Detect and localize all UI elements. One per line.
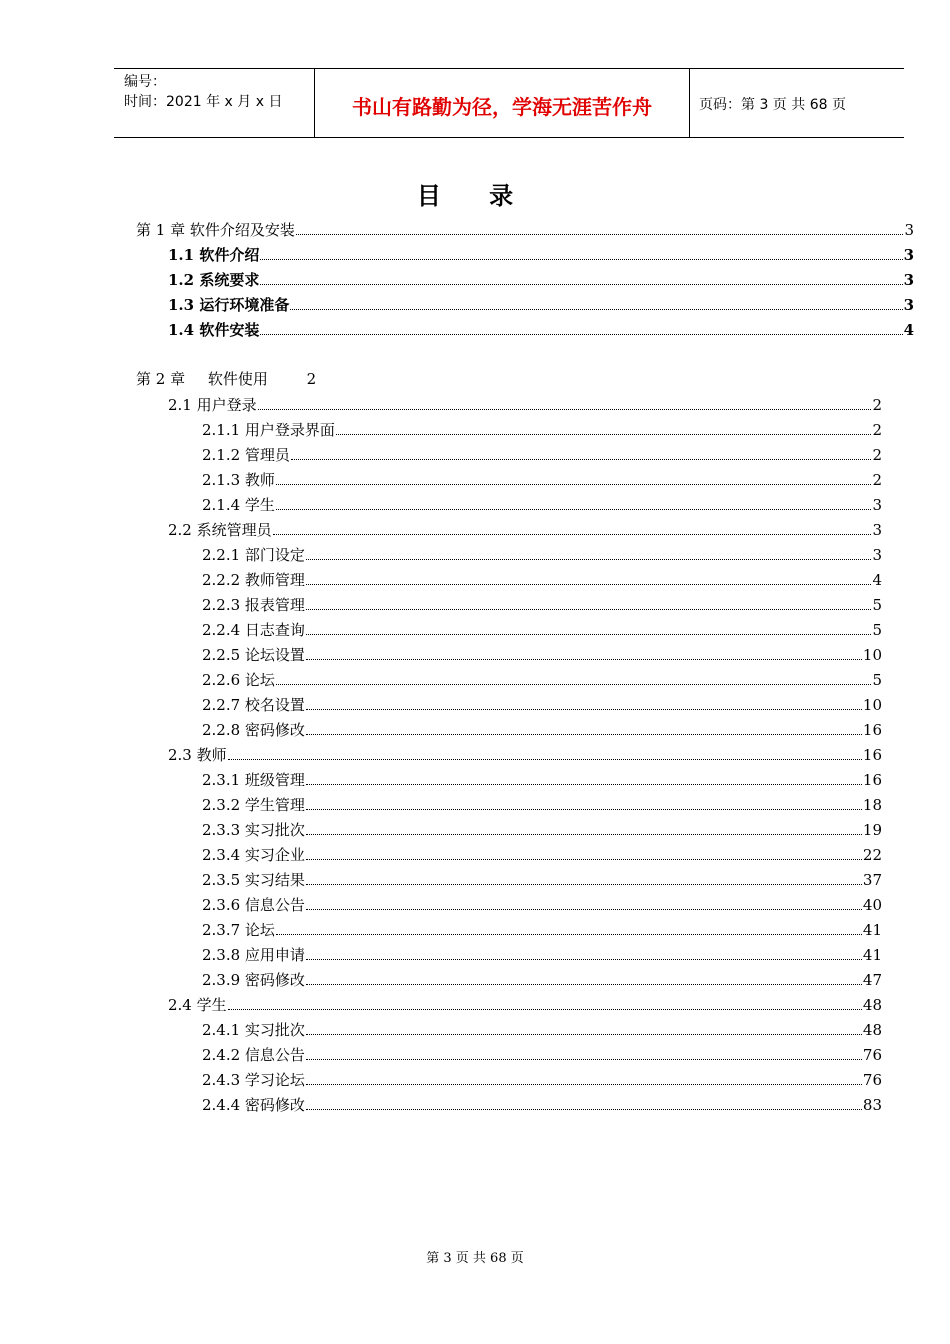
toc-leader xyxy=(306,1058,862,1060)
toc-leader xyxy=(306,833,862,835)
header-page-cell xyxy=(689,69,904,137)
toc-label: 2.4 学生 xyxy=(168,996,227,1014)
toc-label: 2.2.2 教师管理 xyxy=(202,571,305,589)
toc-leader xyxy=(276,933,862,935)
toc-leader xyxy=(306,908,862,910)
header-page-code: 页码：第 3 页 共 68 页 xyxy=(699,97,846,113)
toc-label: 1.1 软件介绍 xyxy=(168,246,260,264)
toc-page-number: 2 xyxy=(872,396,882,414)
toc-label: 2.2.3 报表管理 xyxy=(202,596,305,614)
toc-entry[interactable] xyxy=(202,595,882,615)
toc-leader xyxy=(306,958,862,960)
toc-entry[interactable] xyxy=(202,470,882,490)
toc-leader xyxy=(291,458,872,460)
toc-page-number: 19 xyxy=(862,821,882,839)
toc-entry[interactable] xyxy=(168,520,882,540)
serial-label: 编号： xyxy=(124,74,166,90)
chapter-title: 软件使用 xyxy=(207,370,268,388)
page-footer: 第 3 页 共 68 页 xyxy=(426,1251,524,1266)
toc-leader xyxy=(228,1008,862,1010)
toc-entry[interactable] xyxy=(168,320,914,340)
toc-page-number: 48 xyxy=(862,996,882,1014)
toc-label: 2.4.2 信息公告 xyxy=(202,1046,305,1064)
toc-leader xyxy=(228,758,862,760)
toc-page-number: 3 xyxy=(872,521,882,539)
toc-leader xyxy=(276,683,872,685)
toc-page-number: 4 xyxy=(903,321,914,339)
toc-label: 2.4.3 学习论坛 xyxy=(202,1071,305,1089)
toc-page-number: 76 xyxy=(862,1046,882,1064)
toc-label: 2.1 用户登录 xyxy=(168,396,257,414)
toc-label: 2.2.8 密码修改 xyxy=(202,721,305,739)
toc-leader xyxy=(336,433,872,435)
toc-page-number: 3 xyxy=(903,296,914,314)
toc-entry[interactable] xyxy=(202,795,882,815)
toc-page-number: 16 xyxy=(862,746,882,764)
toc-entry[interactable] xyxy=(202,670,882,690)
toc-label: 2.3.3 实习批次 xyxy=(202,821,305,839)
toc-page-number: 5 xyxy=(872,596,882,614)
toc-leader xyxy=(260,283,902,285)
toc-entry[interactable] xyxy=(202,445,882,465)
toc-label: 2.3 教师 xyxy=(168,746,227,764)
toc-page-number: 3 xyxy=(872,546,882,564)
time-label: 时间：2021 年 x 月 x 日 xyxy=(124,94,283,110)
toc-page-number: 10 xyxy=(862,646,882,664)
toc-label: 2.3.6 信息公告 xyxy=(202,896,305,914)
toc-entry[interactable] xyxy=(168,995,882,1015)
toc-page-number: 2 xyxy=(872,471,882,489)
toc-label: 2.2.6 论坛 xyxy=(202,671,275,689)
toc-leader xyxy=(258,408,872,410)
toc-label: 2.4.4 密码修改 xyxy=(202,1096,305,1114)
toc-label: 2.3.9 密码修改 xyxy=(202,971,305,989)
toc-entry[interactable] xyxy=(168,295,914,315)
toc-leader xyxy=(276,508,872,510)
toc-page-number: 18 xyxy=(862,796,882,814)
toc-entry[interactable] xyxy=(168,245,914,265)
toc-leader xyxy=(306,783,862,785)
toc-leader xyxy=(296,233,904,235)
toc-entry[interactable] xyxy=(202,495,882,515)
toc-entry[interactable] xyxy=(202,420,882,440)
toc-label: 2.3.1 班级管理 xyxy=(202,771,305,789)
toc-label: 2.3.4 实习企业 xyxy=(202,846,305,864)
toc-leader xyxy=(290,308,902,310)
toc-chapter-1[interactable] xyxy=(136,220,914,240)
toc-page-number: 5 xyxy=(872,621,882,639)
chapter-prefix: 第 2 章 xyxy=(136,370,186,388)
toc-page-number: 22 xyxy=(862,846,882,864)
toc-label: 2.4.1 实习批次 xyxy=(202,1021,305,1039)
toc-entry[interactable] xyxy=(202,820,882,840)
toc-entry[interactable] xyxy=(202,545,882,565)
header-meta-cell xyxy=(114,69,314,137)
toc-leader xyxy=(306,633,872,635)
toc-leader xyxy=(306,1033,862,1035)
toc-page-number: 3 xyxy=(903,271,914,289)
toc-page-number: 3 xyxy=(872,496,882,514)
toc-leader xyxy=(306,583,872,585)
toc-entry[interactable] xyxy=(202,920,882,940)
toc-leader xyxy=(276,483,872,485)
toc-leader xyxy=(306,708,862,710)
toc-entry[interactable] xyxy=(202,1020,882,1040)
toc-page-number: 76 xyxy=(862,1071,882,1089)
toc-entry[interactable] xyxy=(202,695,882,715)
toc-page-number: 47 xyxy=(862,971,882,989)
toc-page-number: 83 xyxy=(862,1096,882,1114)
toc-entry[interactable] xyxy=(202,1095,882,1115)
toc-entry[interactable] xyxy=(168,270,914,290)
toc-page-number: 2 xyxy=(872,421,882,439)
toc-label: 2.2.7 校名设置 xyxy=(202,696,305,714)
toc-label: 2.2.1 部门设定 xyxy=(202,546,305,564)
toc-label: 2.2.5 论坛设置 xyxy=(202,646,305,664)
toc-entry[interactable] xyxy=(202,620,882,640)
toc-entry[interactable] xyxy=(202,970,882,990)
toc-title: 目 录 xyxy=(416,182,534,210)
header-motto-cell xyxy=(314,69,690,137)
chapter-page-number: 2 xyxy=(306,370,317,388)
toc-entry[interactable] xyxy=(168,745,882,765)
toc-entry[interactable] xyxy=(202,720,882,740)
toc-page-number: 10 xyxy=(862,696,882,714)
toc-label: 第 1 章 软件介绍及安装 xyxy=(136,221,295,239)
toc-chapter-2[interactable] xyxy=(136,368,334,389)
toc-entry[interactable] xyxy=(202,570,882,590)
toc-page-number: 41 xyxy=(862,946,882,964)
toc-entry[interactable] xyxy=(168,395,882,415)
toc-page-number: 41 xyxy=(862,921,882,939)
toc-page-number: 3 xyxy=(903,246,914,264)
toc-leader xyxy=(273,533,872,535)
toc-label: 2.3.5 实习结果 xyxy=(202,871,305,889)
toc-page-number: 16 xyxy=(862,721,882,739)
toc-leader xyxy=(306,983,862,985)
toc-label: 2.1.3 教师 xyxy=(202,471,275,489)
motto-text: 书山有路勤为径，学海无涯苦作舟 xyxy=(352,95,652,119)
page-header xyxy=(114,68,904,138)
toc-entry[interactable] xyxy=(202,845,882,865)
toc-entry[interactable] xyxy=(202,645,882,665)
toc-leader xyxy=(260,258,902,260)
toc-label: 1.4 软件安装 xyxy=(168,321,260,339)
toc-label: 2.1.1 用户登录界面 xyxy=(202,421,335,439)
toc-leader xyxy=(306,1083,862,1085)
toc-leader xyxy=(306,1108,862,1110)
toc-leader xyxy=(306,883,862,885)
toc-label: 2.3.7 论坛 xyxy=(202,921,275,939)
toc-page-number: 3 xyxy=(904,221,914,239)
toc-leader xyxy=(306,608,872,610)
toc-page-number: 16 xyxy=(862,771,882,789)
toc-page-number: 2 xyxy=(872,446,882,464)
toc-leader xyxy=(306,808,862,810)
toc-page-number: 40 xyxy=(862,896,882,914)
toc-label: 2.2 系统管理员 xyxy=(168,521,272,539)
toc-entry[interactable] xyxy=(202,870,882,890)
toc-label: 2.2.4 日志查询 xyxy=(202,621,305,639)
toc-entry[interactable] xyxy=(202,770,882,790)
toc-page-number: 4 xyxy=(872,571,882,589)
toc-label: 1.2 系统要求 xyxy=(168,271,260,289)
toc-entry[interactable] xyxy=(202,1045,882,1065)
toc-label: 2.3.2 学生管理 xyxy=(202,796,305,814)
toc-leader xyxy=(306,733,862,735)
toc-leader xyxy=(306,558,872,560)
toc-label: 2.1.4 学生 xyxy=(202,496,275,514)
toc-page-number: 5 xyxy=(872,671,882,689)
toc-page-number: 48 xyxy=(862,1021,882,1039)
toc-label: 2.1.2 管理员 xyxy=(202,446,290,464)
toc-entry[interactable] xyxy=(202,1070,882,1090)
toc-leader xyxy=(306,658,862,660)
toc-entry[interactable] xyxy=(202,945,882,965)
toc-label: 2.3.8 应用申请 xyxy=(202,946,305,964)
toc-leader xyxy=(306,858,862,860)
toc-page-number: 37 xyxy=(862,871,882,889)
toc-label: 1.3 运行环境准备 xyxy=(168,296,290,314)
toc-leader xyxy=(260,333,902,335)
toc-entry[interactable] xyxy=(202,895,882,915)
